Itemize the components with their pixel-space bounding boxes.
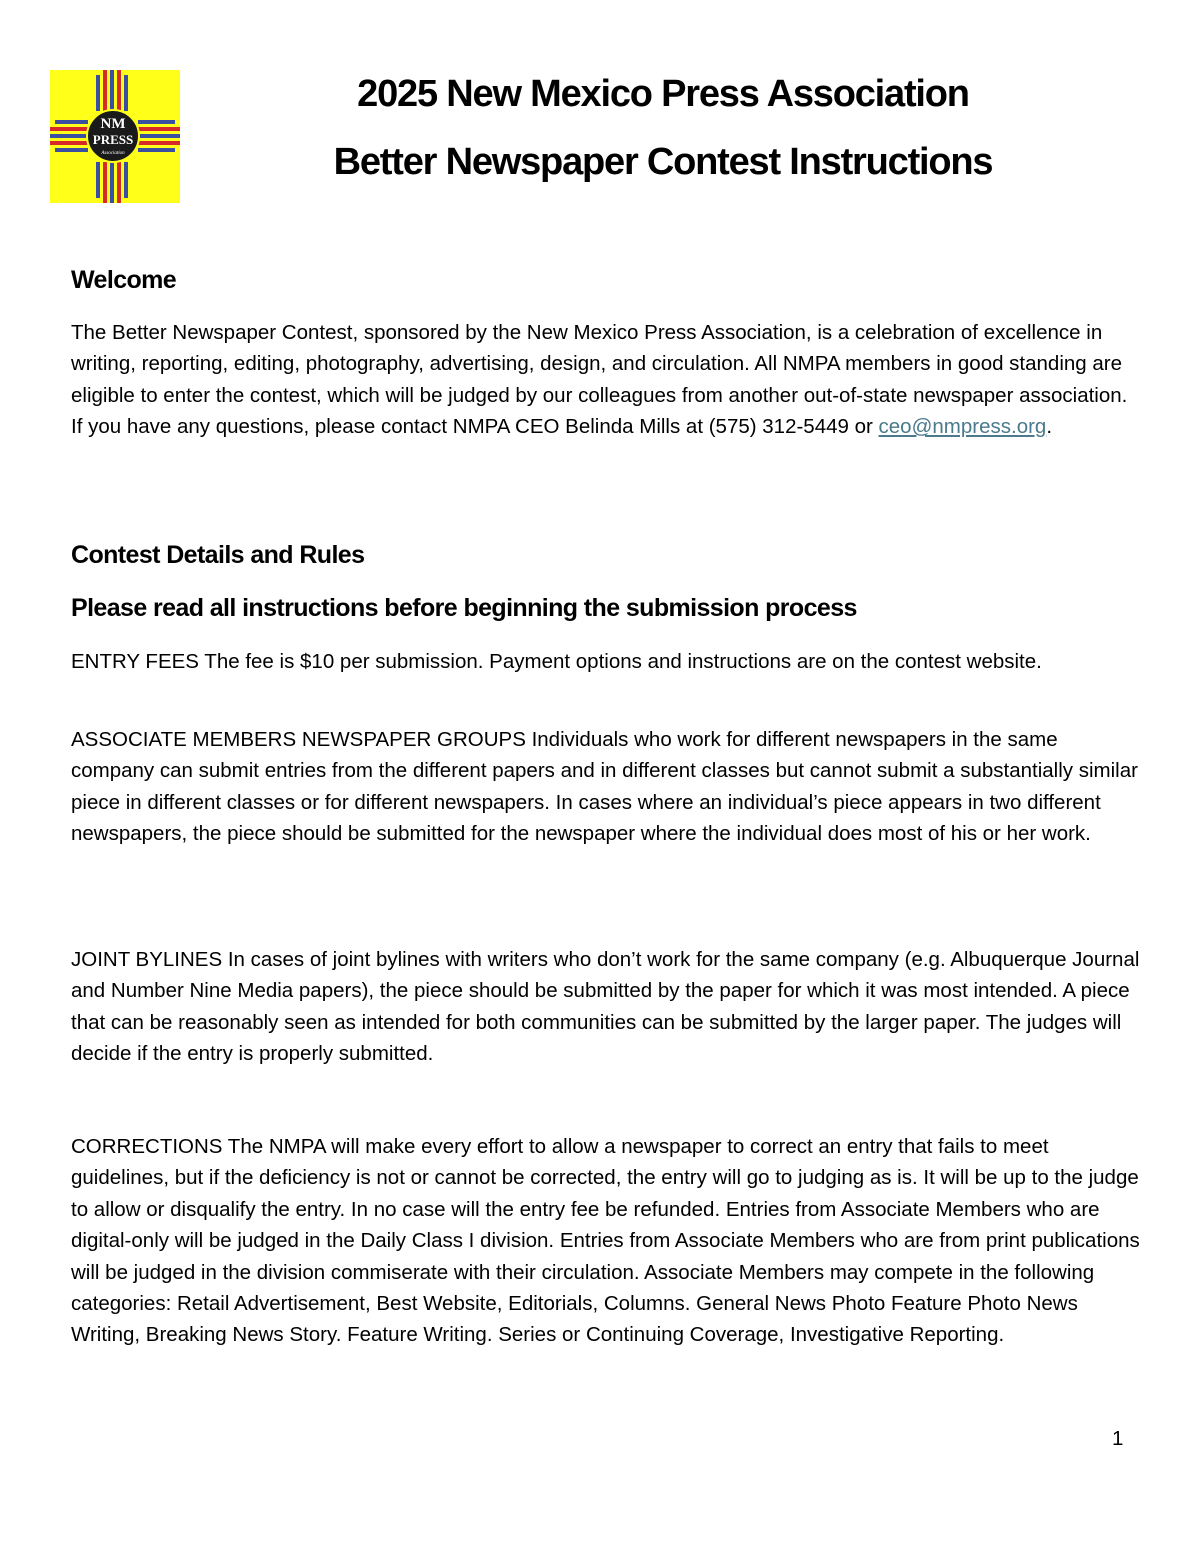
associate-members-paragraph: ASSOCIATE MEMBERS NEWSPAPER GROUPS Individuals who work for different newspapers in the same company can submit entries from the different papers and in different classes but cannot submit a substantially similar piece in different classes or for different newspapers. In cases where an individual’s piece appears in two different newspapers, the piece should be submitted for the newspaper where the individual does most of his or her work. [71, 728, 1138, 846]
logo-text-nm: NM [100, 116, 126, 132]
welcome-heading: Welcome [71, 266, 177, 294]
logo-text-press: PRESS [92, 132, 134, 147]
zia-sun-symbol-icon [50, 70, 180, 203]
welcome-paragraph [71, 317, 1141, 443]
corrections-paragraph: CORRECTIONS The NMPA will make every effort to allow a newspaper to correct an entry that fails to meet guidelines, but if the deficiency is not or cannot be corrected, the entry will go to judging as is. It will be up to the judge to allow or disqualify the entry. In no case will the entry fee be refunded. Entries from Associate Members who are digital-only will be judged in the Daily Class I division. Entries from Associate Members who are from print publications will be judged in the division commiserate with their circulation. Associate Members may compete in the following categories: Retail Advertisement, Best Website, Editorials, Columns. General News Photo Feature Photo News Writing, Breaking News Story. Feature Writing. Series or Continuing Coverage, Investigative Reporting. [71, 1135, 1140, 1347]
page-number: 1 [1112, 1427, 1124, 1450]
entry-fees-paragraph: ENTRY FEES The fee is $10 per submission. Payment options and instructions are on the contest website. [71, 650, 1042, 673]
welcome-body-text: The Better Newspaper Contest, sponsored by the New Mexico Press Association, is a celebration of excellence in writing, reporting, editing, photography, advertising, design, and circulation. All NMPA members in good standing are eligible to enter the contest, which will be judged by our colleagues from another out-of-state newspaper association. If you have any questions, please contact NMPA CEO Belinda Mills at (575) 312-5449 or [71, 321, 1128, 439]
title-line-2: Better Newspaper Contest Instructions [333, 141, 993, 183]
joint-bylines-paragraph: JOINT BYLINES In cases of joint bylines with writers who don’t work for the same company (e.g. Albuquerque Journal and Number Nine Media papers), the piece should be submitted by the paper for which it was most intended. A piece that can be reasonably seen as intended for both communities can be submitted by the larger paper. The judges will decide if the entry is properly submitted. [71, 948, 1140, 1066]
nm-press-logo [50, 70, 180, 203]
rules-heading: Contest Details and Rules [71, 541, 365, 569]
welcome-end-punct: . [1046, 415, 1053, 439]
ceo-email-link[interactable]: ceo@nmpress.org [878, 415, 1047, 439]
title-line-1: 2025 New Mexico Press Association [357, 73, 969, 115]
instructions-subheading: Please read all instructions before beginning the submission process [71, 594, 857, 622]
logo-text-association: Association [101, 151, 125, 156]
